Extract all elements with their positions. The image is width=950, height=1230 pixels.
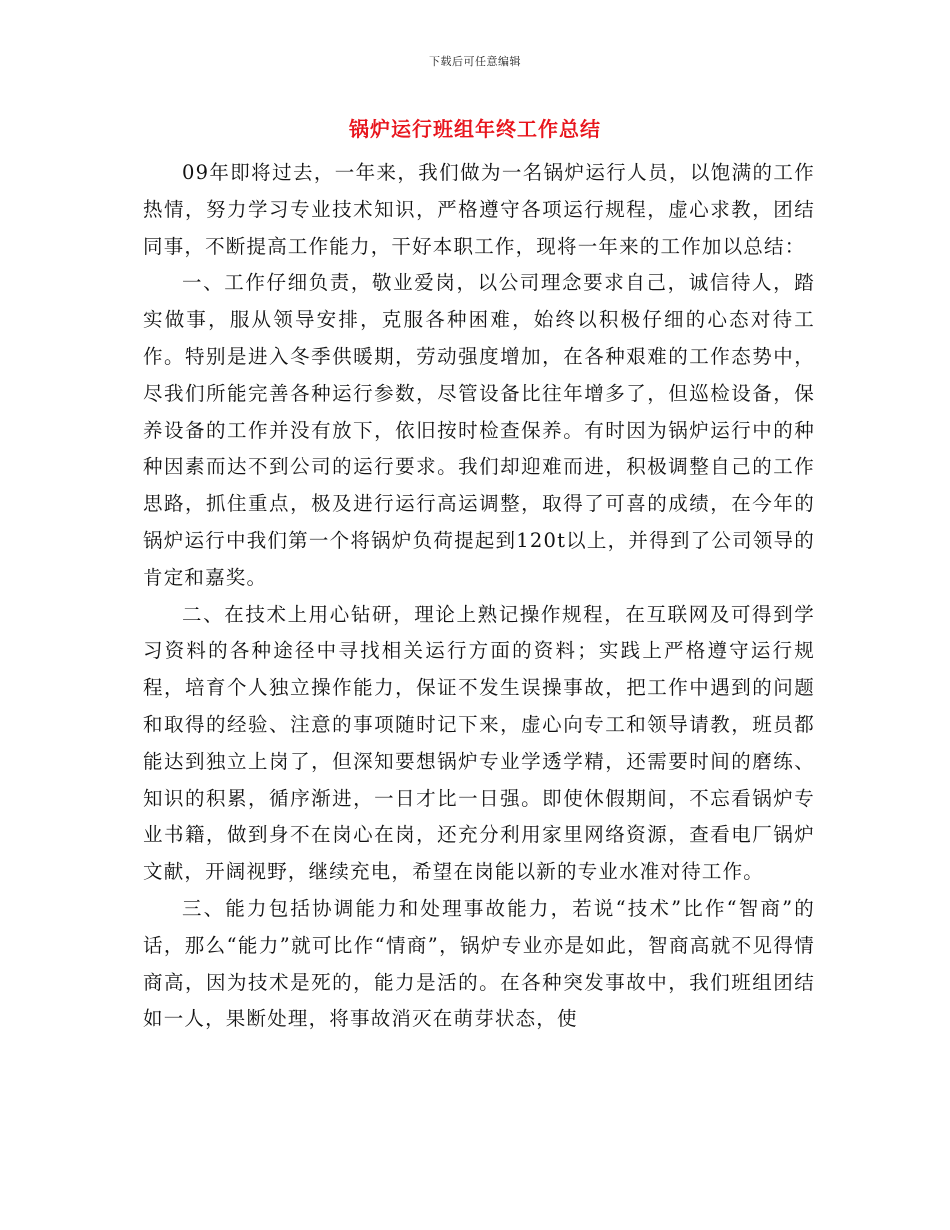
paragraph-section-3: 三、能力包括协调能力和处理事故能力，若说“技术”比作“智商”的话，那么“能力”就可比作“情商”，锅炉专业亦是如此，智商高就不见得情商高，因为技术是死的，能力是活的。在各种突发事故中，我们班组团结如一人，果断处理，将事故消灭在萌芽状态，使 xyxy=(143,896,815,1031)
document-title: 锅炉运行班组年终工作总结 xyxy=(349,117,601,141)
paragraph-section-1: 一、工作仔细负责，敬业爱岗，以公司理念要求自己，诚信待人，踏实做事，服从领导安排，克服各种困难，始终以积极仔细的心态对待工作。特别是进入冬季供暖期，劳动强度增加，在各种艰难的工作态势中，尽我们所能完善各种运行参数，尽管设备比往年增多了，但巡检设备，保养设备的工作并没有放下，依旧按时检查保养。有时因为锅炉运行中的种种因素而达不到公司的运行要求。我们却迎难而进，积极调整自己的工作思路，抓住重点，极及进行运行高运调整，取得了可喜的成绩，在今年的锅炉运行中我们第一个将锅炉负荷提起到120t以上，并得到了公司领导的肯定和嘉奖。 xyxy=(143,271,815,589)
paragraph-intro: 09年即将过去，一年来，我们做为一名锅炉运行人员，以饱满的工作热情，努力学习专业技术知识，严格遵守各项运行规程，虚心求教，团结同事，不断提高工作能力，干好本职工作，现将一年来的工作加以总结： xyxy=(143,161,815,258)
header-note: 下载后可任意编辑 xyxy=(429,55,521,68)
paragraph-section-2: 二、在技术上用心钻研，理论上熟记操作规程，在互联网及可得到学习资料的各种途径中寻找相关运行方面的资料；实践上严格遵守运行规程，培育个人独立操作能力，保证不发生误操事故，把工作中遇到的问题和取得的经验、注意的事项随时记下来，虚心向专工和领导请教，班员都能达到独立上岗了，但深知要想锅炉专业学透学精，还需要时间的磨练、知识的积累，循序渐进，一日才比一日强。即使休假期间，不忘看锅炉专业书籍，做到身不在岗心在岗，还充分利用家里网络资源，查看电厂锅炉文献，开阔视野，继续充电，希望在岗能以新的专业水准对待工作。 xyxy=(143,602,815,884)
document-body xyxy=(143,155,815,1038)
